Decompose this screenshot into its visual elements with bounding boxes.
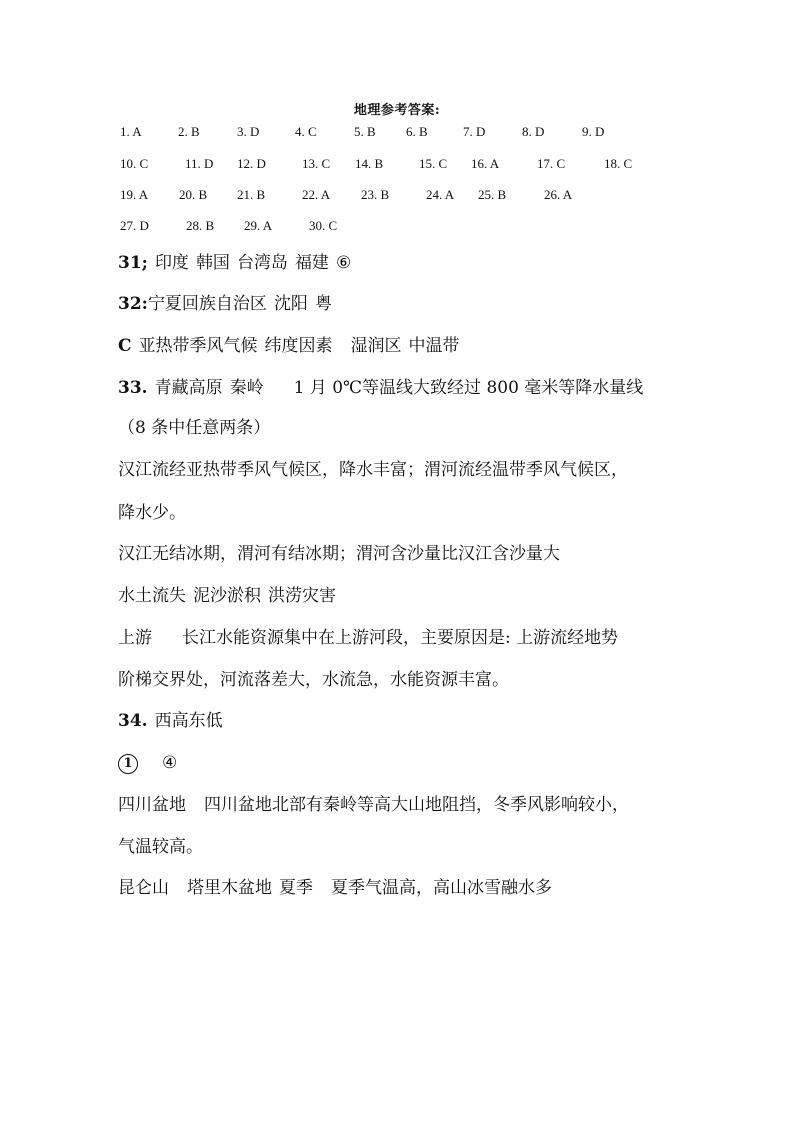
mc-answer: 19. A bbox=[120, 187, 149, 202]
q33-answer: 上游 bbox=[118, 628, 152, 648]
mc-answer: 1. A bbox=[120, 124, 142, 139]
mc-answer: 13. C bbox=[302, 156, 331, 171]
q34-number: 34. bbox=[118, 711, 148, 731]
mc-answer: 24. A bbox=[426, 187, 455, 202]
q33-line-8 bbox=[118, 669, 509, 691]
q33-note: （8 条中任意两条） bbox=[118, 418, 271, 438]
q34-answer: 夏季气温高，高山冰雪融水多 bbox=[331, 878, 552, 898]
q32-answer: 粤 bbox=[314, 294, 332, 314]
q32-answer: C bbox=[118, 336, 132, 356]
q33-answer: 水土流失 bbox=[118, 586, 186, 606]
q31-answer: 印度 bbox=[154, 253, 189, 273]
q34-answer: ④ bbox=[162, 753, 178, 773]
q34-answer: 四川盆地北部有秦岭等高大山地阻挡，冬季风影响较小， bbox=[204, 795, 629, 815]
q33-line-7 bbox=[118, 627, 618, 649]
q32-line-1 bbox=[118, 293, 332, 315]
mc-answer: 10. C bbox=[120, 156, 149, 171]
q33-line-4 bbox=[118, 502, 186, 524]
q31-line bbox=[118, 252, 351, 274]
mc-answer: 21. B bbox=[237, 187, 266, 202]
q32-answer: 亚热带季风气候 bbox=[138, 336, 258, 356]
mc-answer: 25. B bbox=[478, 187, 507, 202]
q34-line-3 bbox=[118, 794, 629, 816]
q31-answer: 台湾岛 bbox=[236, 253, 288, 273]
q33-answer: 秦岭 bbox=[229, 378, 264, 398]
q34-answer: 西高东低 bbox=[154, 711, 223, 731]
q33-line-2 bbox=[118, 417, 270, 439]
mc-answer: 17. C bbox=[537, 156, 566, 171]
mc-answer: 9. D bbox=[582, 124, 605, 139]
q33-answer: 汉江流经亚热带季风气候区，降水丰富；渭河流经温带季风气候区， bbox=[118, 460, 628, 480]
mc-answer: 3. D bbox=[237, 124, 260, 139]
q34-line-5 bbox=[118, 877, 552, 899]
mc-answer: 18. C bbox=[604, 156, 633, 171]
q33-answer: 泥沙淤积 bbox=[193, 586, 261, 606]
q33-answer: 长江水能资源集中在上游河段，主要原因是: 上游流经地势 bbox=[182, 628, 619, 648]
mc-answer: 14. B bbox=[355, 156, 384, 171]
mc-answer: 28. B bbox=[186, 218, 215, 233]
mc-answer: 22. A bbox=[302, 187, 331, 202]
q34-line-4 bbox=[118, 836, 203, 858]
mc-answer: 27. D bbox=[120, 218, 149, 233]
q34-answer-circled: 1 bbox=[118, 754, 138, 774]
q33-line-6 bbox=[118, 585, 336, 607]
q31-answer: ⑥ bbox=[335, 253, 352, 273]
mc-answer: 6. B bbox=[406, 124, 428, 139]
mc-answer: 26. A bbox=[544, 187, 573, 202]
q34-line-1 bbox=[118, 710, 223, 732]
mc-answer: 29. A bbox=[244, 218, 273, 233]
q33-number: 33. bbox=[118, 378, 148, 398]
q32-line-2 bbox=[118, 335, 460, 357]
q33-answer: 汉江无结冰期，渭河有结冰期；渭河含沙量比汉江含沙量大 bbox=[118, 544, 560, 564]
mc-answer: 20. B bbox=[179, 187, 208, 202]
mc-answer: 8. D bbox=[522, 124, 545, 139]
q32-answer: 沈阳 bbox=[273, 294, 308, 314]
mc-answer: 11. D bbox=[185, 156, 214, 171]
q32-answer: 纬度因素 bbox=[264, 336, 333, 356]
q31-number: 31; bbox=[118, 253, 148, 273]
q32-answer: 宁夏回族自治区 bbox=[147, 294, 267, 314]
q33-answer: 洪涝灾害 bbox=[268, 586, 336, 606]
q33-line-3 bbox=[118, 459, 628, 481]
q33-line-5 bbox=[118, 543, 560, 565]
q33-line-1 bbox=[118, 377, 643, 399]
q34-answer: 气温较高。 bbox=[118, 837, 203, 857]
mc-answer: 30. C bbox=[309, 218, 338, 233]
mc-answer: 16. A bbox=[471, 156, 500, 171]
q33-answer: 1 月 0℃等温线大致经过 800 毫米等降水量线 bbox=[293, 378, 644, 398]
q33-answer: 青藏高原 bbox=[154, 378, 223, 398]
mc-answer: 4. C bbox=[295, 124, 317, 139]
q34-answer: 昆仑山 bbox=[118, 878, 169, 898]
q32-answer: 中温带 bbox=[408, 336, 460, 356]
page-title: 地理参考答案: bbox=[353, 103, 441, 118]
mc-answer: 23. B bbox=[361, 187, 390, 202]
mc-answer: 5. B bbox=[354, 124, 376, 139]
mc-answer: 15. C bbox=[419, 156, 448, 171]
q31-answer: 福建 bbox=[294, 253, 329, 273]
q32-number: 32: bbox=[118, 294, 148, 314]
mc-answer: 7. D bbox=[463, 124, 486, 139]
q34-line-2 bbox=[118, 752, 177, 774]
q34-answer: 四川盆地 bbox=[118, 795, 186, 815]
q32-answer: 湿润区 bbox=[350, 336, 402, 356]
q33-answer: 降水少。 bbox=[118, 503, 186, 523]
mc-answer: 12. D bbox=[237, 156, 266, 171]
q31-answer: 韩国 bbox=[195, 253, 230, 273]
q33-answer: 阶梯交界处，河流落差大，水流急，水能资源丰富。 bbox=[118, 670, 509, 690]
mc-answer: 2. B bbox=[178, 124, 200, 139]
q34-answer: 塔里木盆地 bbox=[187, 878, 272, 898]
q34-answer: 夏季 bbox=[279, 878, 313, 898]
